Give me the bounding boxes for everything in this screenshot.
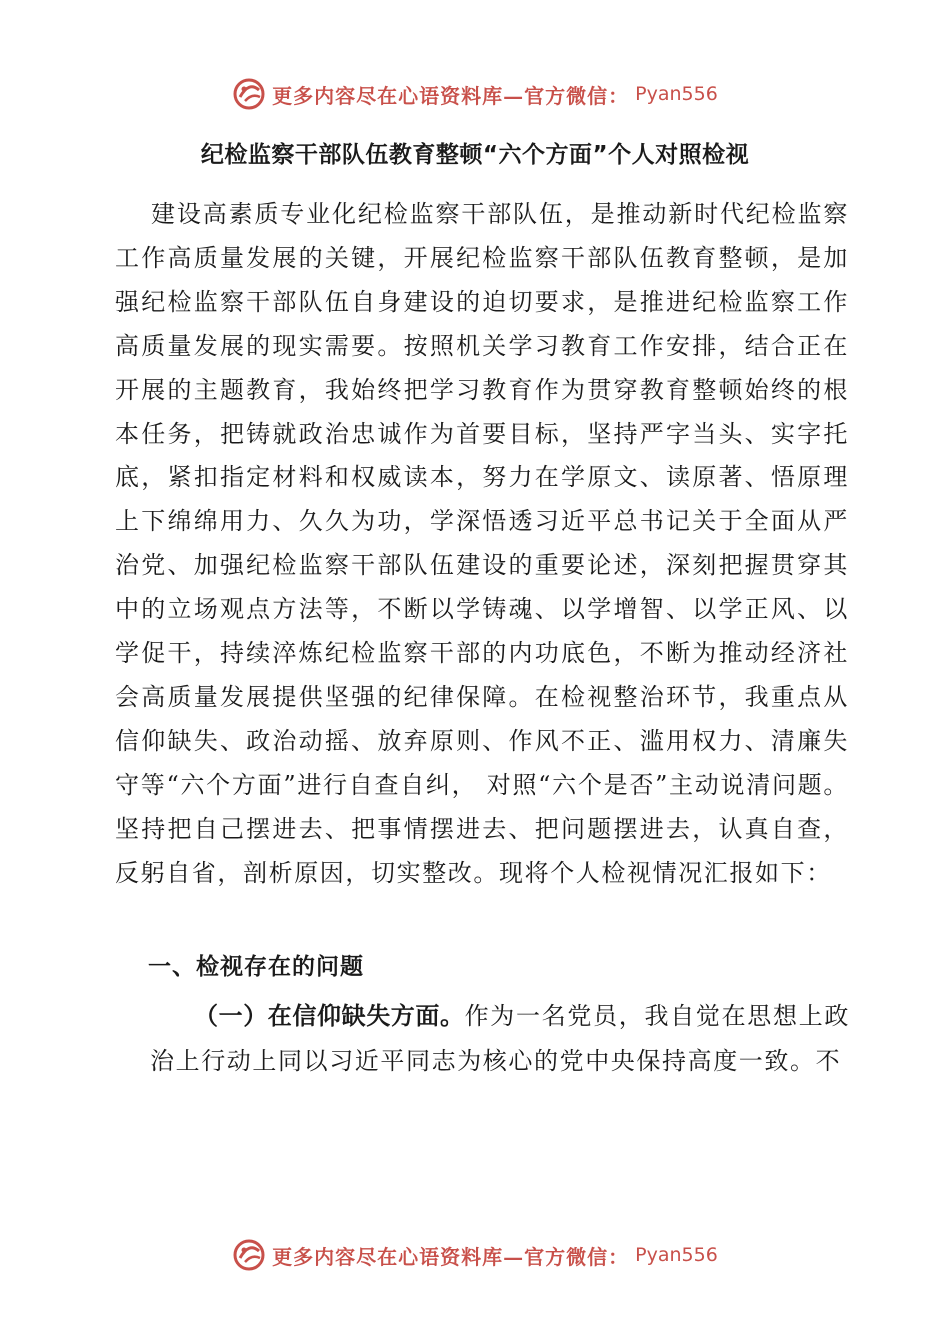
brand-logo-icon: [232, 1238, 266, 1272]
subsection-lead: （一）在信仰缺失方面。: [194, 1002, 465, 1030]
watermark-wechat-id: Pyan556: [635, 83, 718, 105]
watermark-wechat-id: Pyan556: [635, 1244, 718, 1266]
subsection-text: 作为一名党员，我自觉在思想上政治上行动上同以习近平同志为核心的党中央保持高度一致。不: [150, 1002, 851, 1075]
watermark-text: 更多内容尽在心语资料库—官方微信：: [272, 1244, 630, 1269]
watermark-text: 更多内容尽在心语资料库—官方微信：: [272, 83, 630, 108]
watermark-header: [0, 72, 950, 116]
watermark-footer: [0, 1233, 950, 1277]
document-title: 纪检监察干部队伍教育整顿“六个方面”个人对照检视: [200, 142, 750, 168]
section-heading-problems: 一、检视存在的问题: [148, 954, 364, 980]
subsection-paragraph-belief: [150, 994, 850, 1084]
brand-logo-icon: [232, 77, 266, 111]
intro-paragraph: 建设高素质专业化纪检监察干部队伍，是推动新时代纪检监察工作高质量发展的关键，开展纪检监察干部队伍教育整顿，是加强纪检监察干部队伍自身建设的迫切要求，是推进纪检监察工作高质量发展的现实需要。按照机关学习教育工作安排，结合正在开展的主题教育，我始终把学习教育作为贯穿教育整顿始终的根本任务，把铸就政治忠诚作为首要目标，坚持严字当头、实字托底，紧扣指定材料和权威读本，努力在学原文、读原著、悟原理上下绵绵用力、久久为功，学深悟透习近平总书记关于全面从严治党、加强纪检监察干部队伍建设的重要论述，深刻把握贯穿其中的立场观点方法等，不断以学铸魂、以学增智、以学正风、以学促干，持续淬炼纪检监察干部的内功底色，不断为推动经济社会高质量发展提供坚强的纪律保障。在检视整治环节，我重点从信仰缺失、政治动摇、放弃原则、作风不正、滥用权力、清廉失守等“六个方面”进行自查自纠， 对照“六个是否”主动说清问题。坚持把自己摆进去、把事情摆进去、把问题摆进去，认真自查，反躬自省，剖析原因，切实整改。现将个人检视情况汇报如下：: [115, 200, 849, 887]
